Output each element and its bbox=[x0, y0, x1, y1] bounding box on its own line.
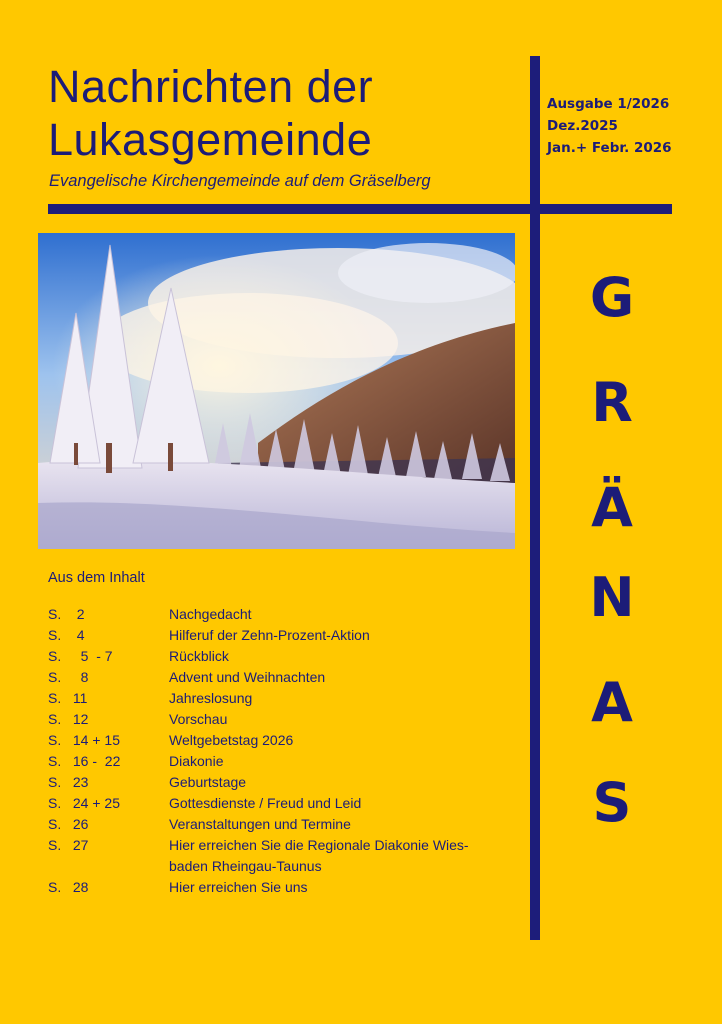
toc-page: S. 16 - 22 bbox=[48, 753, 121, 769]
toc-title: Jahreslosung bbox=[169, 690, 253, 706]
toc-title: Geburtstage bbox=[169, 774, 247, 790]
toc-page: S. 8 bbox=[48, 669, 89, 685]
cross-vertical-bar bbox=[530, 56, 540, 940]
toc-page: S. 11 bbox=[48, 690, 88, 706]
toc-item bbox=[48, 604, 518, 625]
issue-info bbox=[547, 93, 672, 159]
toc-item bbox=[48, 835, 518, 877]
vertical-title-letter: S bbox=[592, 771, 632, 834]
toc-item bbox=[48, 667, 518, 688]
toc-item bbox=[48, 625, 518, 646]
masthead-title-line-1: Nachrichten der bbox=[48, 61, 374, 112]
toc-item bbox=[48, 751, 518, 772]
winter-landscape-photo bbox=[38, 233, 515, 549]
toc-title: Nachgedacht bbox=[169, 606, 252, 622]
toc-page: S. 24 + 25 bbox=[48, 795, 120, 811]
toc-item bbox=[48, 814, 518, 835]
issue-month-1: Dez.2025 bbox=[547, 118, 618, 134]
toc-title-continued: baden Rheingau-Taunus bbox=[169, 858, 322, 874]
cross-horizontal-bar bbox=[48, 204, 672, 214]
toc-page: S. 26 bbox=[48, 816, 89, 832]
toc-page: S. 4 bbox=[48, 627, 85, 643]
vertical-title-letter: Ä bbox=[591, 476, 633, 539]
toc-page: S. 28 bbox=[48, 879, 89, 895]
table-of-contents bbox=[48, 604, 518, 898]
toc-heading: Aus dem Inhalt bbox=[48, 570, 145, 586]
vertical-title-letter: N bbox=[589, 566, 635, 629]
toc-title: Hilferuf der Zehn-Prozent-Aktion bbox=[169, 627, 370, 643]
toc-page: S. 2 bbox=[48, 606, 85, 622]
toc-title: Vorschau bbox=[169, 711, 228, 727]
toc-page: S. 12 bbox=[48, 711, 89, 727]
issue-month-2: Jan.+ Febr. 2026 bbox=[547, 140, 672, 156]
toc-page: S. 14 + 15 bbox=[48, 732, 120, 748]
toc-title: Hier erreichen Sie die Regionale Diakonie Wies- bbox=[169, 837, 469, 853]
vertical-title-letter: R bbox=[591, 371, 633, 434]
toc-title: Weltgebetstag 2026 bbox=[169, 732, 294, 748]
masthead-subtitle: Evangelische Kirchengemeinde auf dem Gräselberg bbox=[49, 172, 431, 190]
toc-item bbox=[48, 772, 518, 793]
vertical-title-letter: G bbox=[589, 266, 635, 329]
toc-title: Rückblick bbox=[169, 648, 229, 664]
toc-title: Advent und Weihnachten bbox=[169, 669, 326, 685]
masthead-title-line-2: Lukasgemeinde bbox=[48, 114, 373, 165]
toc-item bbox=[48, 709, 518, 730]
toc-page: S. 5 - 7 bbox=[48, 648, 113, 664]
vertical-title-letter: A bbox=[591, 671, 633, 734]
toc-title: Diakonie bbox=[169, 753, 224, 769]
toc-item bbox=[48, 793, 518, 814]
toc-page: S. 27 bbox=[48, 837, 89, 853]
issue-number: Ausgabe 1/2026 bbox=[547, 96, 670, 112]
toc-item bbox=[48, 877, 518, 898]
toc-title: Hier erreichen Sie uns bbox=[169, 879, 308, 895]
toc-page: S. 23 bbox=[48, 774, 89, 790]
toc-title: Gottesdienste / Freud und Leid bbox=[169, 795, 362, 811]
toc-item bbox=[48, 730, 518, 751]
toc-item bbox=[48, 688, 518, 709]
toc-item bbox=[48, 646, 518, 667]
toc-title: Veranstaltungen und Termine bbox=[169, 816, 351, 832]
